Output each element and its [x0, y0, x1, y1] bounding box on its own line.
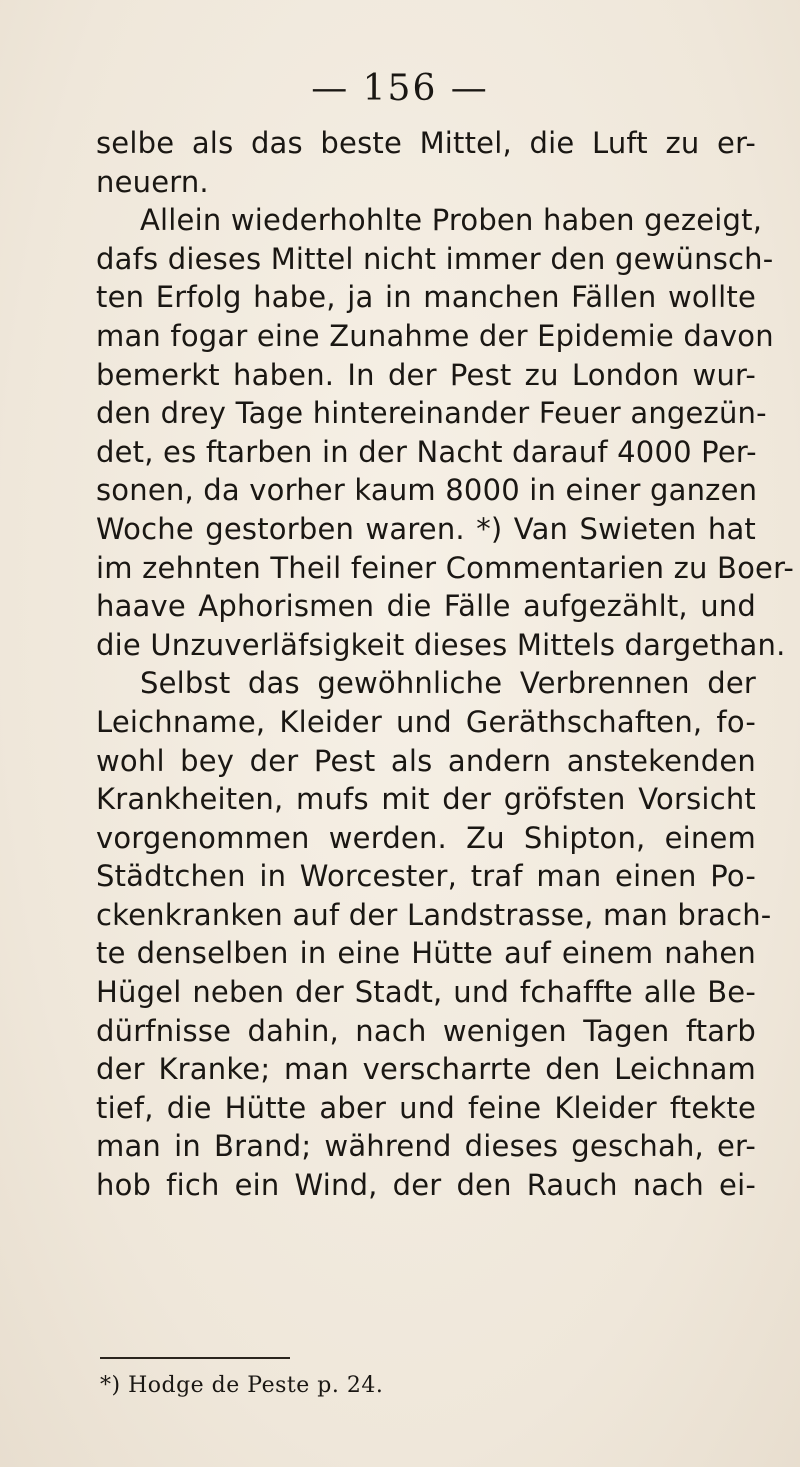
- text-line: der Kranke; man verscharrte den Leichnam: [96, 1052, 756, 1087]
- text-line: neuern.: [96, 164, 209, 199]
- text-line: die Unzuverläfsigkeit dieses Mittels dargethan.: [96, 627, 786, 662]
- text-line: ten Erfolg habe, ja in manchen Fällen wollte: [96, 280, 756, 315]
- text-line: te denselben in eine Hütte auf einem nahen: [96, 936, 756, 971]
- page-number: — 156 —: [311, 68, 489, 109]
- text-line: bemerkt haben. In der Pest zu London wur-: [96, 357, 756, 392]
- text-line: man in Brand; während dieses geschah, er-: [96, 1129, 756, 1164]
- text-line: Selbst das gewöhnliche Verbrennen der: [140, 666, 756, 701]
- text-line: vorgenommen werden. Zu Shipton, einem: [96, 820, 756, 855]
- text-line: dafs dieses Mittel nicht immer den gewünsch-: [96, 241, 774, 276]
- text-line: Allein wiederhohlte Proben haben gezeigt,: [140, 203, 763, 238]
- text-line: haave Aphorismen die Fälle aufgezählt, und: [96, 589, 756, 624]
- text-line: man fogar eine Zunahme der Epidemie davon: [96, 318, 774, 353]
- text-line: Hügel neben der Stadt, und fchaffte alle Be-: [96, 975, 756, 1010]
- text-line: dürfnisse dahin, nach wenigen Tagen ftarb: [96, 1013, 756, 1048]
- text-line: im zehnten Theil feiner Commentarien zu Boer-: [96, 550, 795, 585]
- text-line: tief, die Hütte aber und feine Kleider ftekte: [96, 1090, 756, 1125]
- text-line: det, es ftarben in der Nacht darauf 4000 Per-: [96, 434, 757, 469]
- text-line: wohl bey der Pest als andern anstekenden: [96, 743, 756, 778]
- text-line: Städtchen in Worcester, traf man einen Po-: [96, 859, 756, 894]
- text-line: Leichname, Kleider und Geräthschaften, fo-: [96, 704, 756, 739]
- text-line: hob fich ein Wind, der den Rauch nach ei-: [96, 1168, 756, 1203]
- footnote: *) Hodge de Peste p. 24.: [100, 1373, 384, 1398]
- text-line: Woche gestorben waren. *) Van Swieten hat: [96, 511, 756, 546]
- text-line: Krankheiten, mufs mit der gröfsten Vorsicht: [96, 782, 756, 817]
- text-line: den drey Tage hintereinander Feuer angezün-: [96, 396, 767, 431]
- footnote-divider: [100, 1357, 290, 1359]
- body-text: [96, 124, 795, 1205]
- text-line: ckenkranken auf der Landstrasse, man brach-: [96, 897, 772, 932]
- text-line: selbe als das beste Mittel, die Luft zu er-: [96, 126, 756, 160]
- text-line: sonen, da vorher kaum 8000 in einer ganzen: [96, 473, 758, 508]
